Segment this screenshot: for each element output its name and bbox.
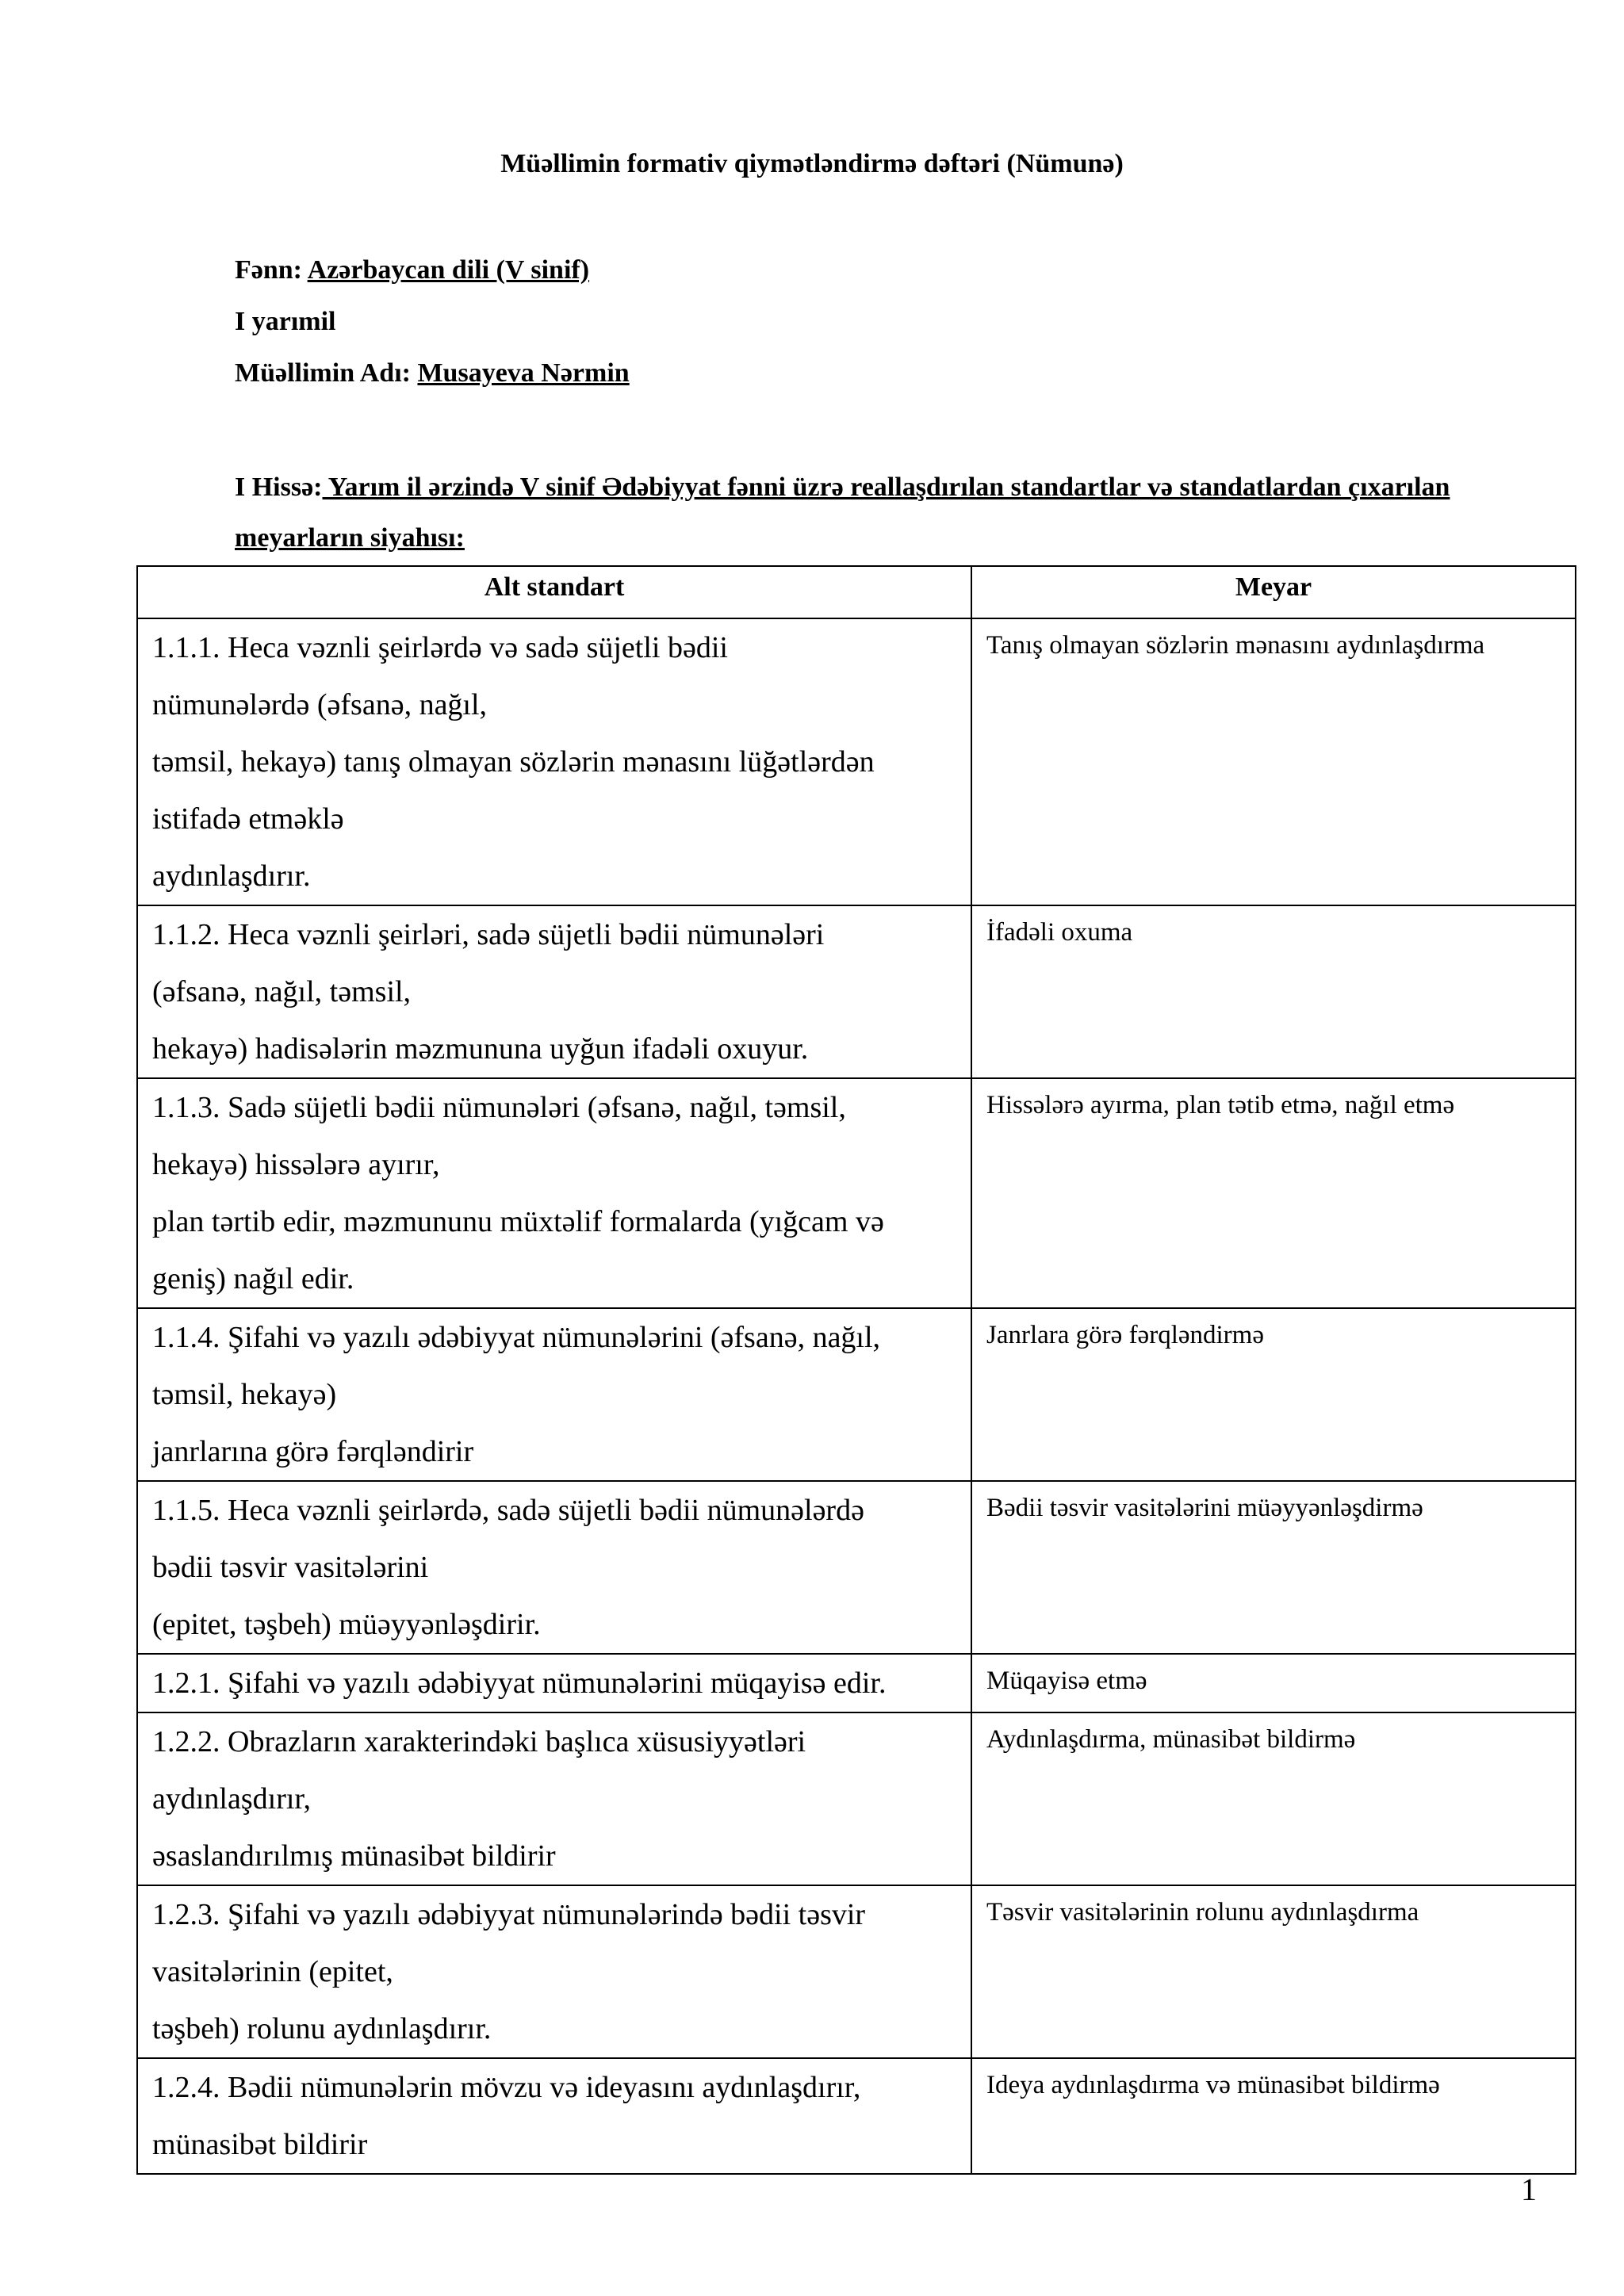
sub-standard-cell <box>137 1481 971 1654</box>
header-sub-standard: Alt standart <box>137 566 971 618</box>
table-row <box>137 2058 1576 2174</box>
criterion-cell: Ideya aydınlaşdırma və münasibət bildirmə <box>971 2058 1576 2174</box>
sub-standard-text-line: 1.2.3. Şifahi və yazılı ədəbiyyat nümunələrində bədii təsvir <box>152 1898 866 1931</box>
sub-standard-text-line: (epitet, təşbeh) müəyyənləşdirir. <box>152 1608 541 1641</box>
section-label: I Hissə: <box>235 473 323 502</box>
sub-standard-text-line: aydınlaşdırır, <box>152 1782 312 1816</box>
sub-standard-cell <box>137 1308 971 1481</box>
subject-label: Fənn: <box>235 255 302 285</box>
sub-standard-cell <box>137 1654 971 1712</box>
sub-standard-text-line: janrlarına görə fərqləndirir <box>152 1435 474 1468</box>
sub-standard-text-line: təmsil, hekayə) tanış olmayan sözlərin mənasını lüğətlərdən <box>152 745 875 779</box>
table-row <box>137 618 1576 905</box>
teacher-label: Müəllimin Adı: <box>235 358 411 388</box>
sub-standard-text-line: plan tərtib edir, məzmununu müxtəlif formalarda (yığcam və <box>152 1205 884 1238</box>
standards-table <box>136 565 1576 2175</box>
table-row <box>137 1654 1576 1712</box>
criterion-cell: İfadəli oxuma <box>971 905 1576 1078</box>
table-row <box>137 1078 1576 1308</box>
header-criterion: Meyar <box>971 566 1576 618</box>
sub-standard-text-line: hekayə) hadisələrin məzmununa uyğun ifadəli oxuyur. <box>152 1032 809 1066</box>
sub-standard-text-line: 1.1.4. Şifahi və yazılı ədəbiyyat nümunələrini (əfsanə, nağıl, <box>152 1321 881 1354</box>
sub-standard-text-line: (əfsanə, nağıl, təmsil, <box>152 975 412 1008</box>
document-title: Müəllimin formativ qiymətləndirmə dəftəri (Nümunə) <box>500 149 1124 178</box>
sub-standard-text-line: təmsil, hekayə) <box>152 1378 337 1411</box>
criterion-cell: Aydınlaşdırma, münasibət bildirmə <box>971 1712 1576 1885</box>
sub-standard-text-line: 1.1.2. Heca vəznli şeirləri, sadə süjetli bədii nümunələri <box>152 918 825 951</box>
table-row <box>137 1481 1576 1654</box>
sub-standard-text-line: aydınlaşdırır. <box>152 859 311 893</box>
criterion-cell: Hissələrə ayırma, plan tətib etmə, nağıl etmə <box>971 1078 1576 1308</box>
sub-standard-text-line: vasitələrinin (epitet, <box>152 1955 393 1988</box>
sub-standard-cell <box>137 618 971 905</box>
criterion-cell: Janrlara görə fərqləndirmə <box>971 1308 1576 1481</box>
table-row <box>137 1712 1576 1885</box>
criterion-cell: Bədii təsvir vasitələrini müəyyənləşdirmə <box>971 1481 1576 1654</box>
table-header-row <box>137 566 1576 618</box>
sub-standard-cell <box>137 1078 971 1308</box>
section-text: Yarım il ərzində V sinif Ədəbiyyat fənni üzrə reallaşdırılan standartlar və standatlardan çıxarılan meyarların siyahısı: <box>235 473 1450 553</box>
page-number: 1 <box>1521 2172 1537 2207</box>
table-row <box>137 1308 1576 1481</box>
section-heading <box>235 462 1503 564</box>
sub-standard-text-line: 1.2.1. Şifahi və yazılı ədəbiyyat nümunələrini müqayisə edir. <box>152 1667 887 1700</box>
sub-standard-text-line: istifadə etməklə <box>152 802 344 836</box>
sub-standard-text-line: geniş) nağıl edir. <box>152 1262 354 1295</box>
sub-standard-text-line: 1.1.5. Heca vəznli şeirlərdə, sadə süjetli bədii nümunələrdə <box>152 1494 864 1527</box>
teacher-line <box>235 358 630 388</box>
term-line: I yarımil <box>235 307 336 336</box>
table-row <box>137 905 1576 1078</box>
sub-standard-text-line: nümunələrdə (əfsanə, nağıl, <box>152 688 488 721</box>
sub-standard-cell <box>137 2058 971 2174</box>
sub-standard-text-line: hekayə) hissələrə ayırır, <box>152 1148 440 1181</box>
sub-standard-text-line: 1.1.1. Heca vəznli şeirlərdə və sadə süjetli bədii <box>152 631 728 664</box>
criterion-cell: Təsvir vasitələrinin rolunu aydınlaşdırma <box>971 1885 1576 2058</box>
subject-line <box>235 255 589 285</box>
criterion-cell: Tanış olmayan sözlərin mənasını aydınlaşdırma <box>971 618 1576 905</box>
sub-standard-cell <box>137 1712 971 1885</box>
sub-standard-text-line: 1.1.3. Sadə süjetli bədii nümunələri (əfsanə, nağıl, təmsil, <box>152 1091 846 1124</box>
sub-standard-text-line: əsaslandırılmış münasibət bildirir <box>152 1839 556 1873</box>
sub-standard-text-line: 1.2.2. Obrazların xarakterindəki başlıca xüsusiyyətləri <box>152 1725 806 1758</box>
table-row <box>137 1885 1576 2058</box>
sub-standard-cell <box>137 1885 971 2058</box>
criterion-cell: Müqayisə etmə <box>971 1654 1576 1712</box>
sub-standard-text-line: münasibət bildirir <box>152 2128 368 2161</box>
sub-standard-text-line: bədii təsvir vasitələrini <box>152 1551 429 1584</box>
teacher-value: Musayeva Nərmin <box>417 358 630 388</box>
subject-value: Azərbaycan dili (V sinif) <box>307 255 590 285</box>
table-body <box>137 618 1576 2174</box>
sub-standard-text-line: təşbeh) rolunu aydınlaşdırır. <box>152 2012 492 2045</box>
sub-standard-cell <box>137 905 971 1078</box>
sub-standard-text-line: 1.2.4. Bədii nümunələrin mövzu və ideyasını aydınlaşdırır, <box>152 2071 861 2104</box>
